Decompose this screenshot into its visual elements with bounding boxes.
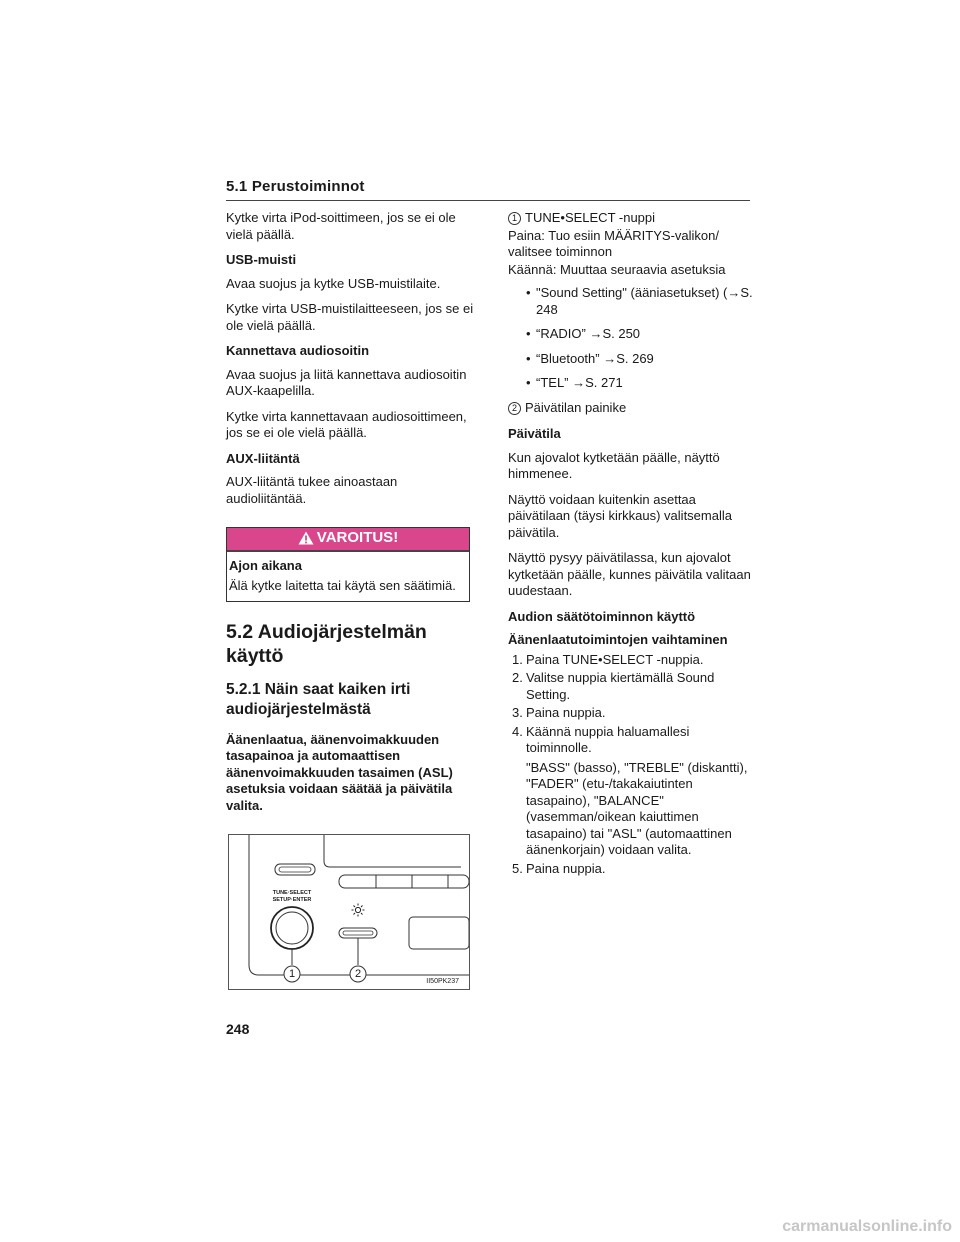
list-item: • "Sound Setting" (ääniasetukset) (→S. 248 — [508, 285, 753, 318]
list-item: • “RADIO” →S. 250 — [508, 326, 753, 343]
day-mode-paragraph-3: Näyttö pysyy päivätilassa, kun ajovalot kytketään päälle, kunnes päivätila valitaan uudestaan. — [508, 550, 751, 598]
page-number: 248 — [226, 1021, 250, 1037]
warning-text: Älä kytke laitetta tai käytä sen säätimiä. — [229, 578, 456, 593]
item-1 — [508, 210, 753, 227]
aux-paragraph: AUX-liitäntä tukee ainoastaan audioliitäntää. — [226, 474, 398, 506]
warning-body — [227, 552, 469, 601]
step-note: "BASS" (basso), "TREBLE" (diskantti), "FADER" (etu-/takakaiutinten tasapaino), "BALANCE" (vasemman/oikean kaiuttimen tasapaino) tai "ASL" (automaattinen äänenkorjain) voidaan valita. — [526, 759, 748, 857]
audio-panel-figure — [228, 834, 470, 990]
warning-header — [227, 528, 469, 552]
quality-heading: Äänenlaatutoimintojen vaihtaminen — [508, 632, 728, 647]
item-1-turn: Käännä: Muuttaa seuraavia asetuksia — [508, 261, 726, 277]
step-text: Käännä nuppia haluamallesi toiminnolle. — [526, 723, 690, 755]
usb-heading: USB-muisti — [226, 252, 297, 267]
aux-heading: AUX-liitäntä — [226, 450, 300, 466]
list-item — [508, 705, 753, 722]
section-heading: 5.2.1 Näin saat kaiken irti audiojärjestelmästä — [226, 680, 411, 718]
step-number: 5. — [512, 860, 523, 876]
day-mode-heading: Päivätila — [508, 426, 561, 441]
audio-panel-illustration — [229, 835, 469, 989]
intro-heading: Äänenlaatua, äänenvoimakkuuden tasapainoa ja automaattisen äänenvoimakkuuden tasaimen (ASL) asetuksia voidaan säätää ja päivätila valita. — [226, 731, 453, 813]
step-text: Valitse nuppia kiertämällä Sound Setting. — [526, 670, 715, 702]
list-item — [508, 670, 753, 703]
step-number: 2. — [512, 670, 523, 685]
left-column — [226, 210, 474, 990]
audio-adjust-heading: Audion säätötoiminnon käyttö — [508, 608, 696, 624]
knob-label-line-2: SETUP·ENTER — [272, 896, 312, 903]
section-title: 5.1 Perustoiminnot — [226, 178, 365, 195]
list-item — [508, 861, 753, 878]
step-number: 1. — [512, 651, 523, 667]
portable-heading: Kannettava audiosoitin — [226, 343, 370, 358]
right-column — [508, 210, 753, 879]
watermark: carmanualsonline.info — [782, 1218, 952, 1235]
callout-1: 1 — [288, 968, 296, 980]
item-1-press: Paina: Tuo esiin MÄÄRITYS-valikon/ valitsee toiminnon — [508, 227, 719, 259]
knob-label-line-1: TUNE·SELECT — [272, 890, 312, 896]
usb-paragraph-2: Kytke virta USB-muistilaitteeseen, jos se ei ole vielä päällä. — [226, 301, 474, 333]
item-2 — [508, 400, 753, 417]
item-2-number: 2 — [508, 402, 521, 415]
usb-paragraph-1: Avaa suojus ja kytke USB-muistilaite. — [226, 275, 441, 291]
figure-code: II50PK237 — [426, 978, 459, 985]
ipod-paragraph: Kytke virta iPod-soittimeen, jos se ei ole vielä päällä. — [226, 210, 456, 242]
portable-paragraph-2: Kytke virta kannettavaan audiosoittimeen, jos se ei ole vielä päällä. — [226, 408, 467, 440]
step-text: Paina nuppia. — [526, 860, 606, 876]
step-number: 3. — [512, 705, 523, 720]
list-item — [508, 652, 753, 669]
steps-list — [508, 652, 753, 878]
chapter-heading: 5.2 Audiojärjestelmän käyttö — [226, 620, 427, 667]
warning-box — [226, 527, 470, 602]
day-mode-paragraph-2: Näyttö voidaan kuitenkin asettaa päivätilaan (täysi kirkkaus) valitsemalla päivätila. — [508, 491, 732, 540]
warning-triangle-icon — [298, 531, 314, 545]
step-text: Paina nuppia. — [526, 705, 606, 720]
portable-paragraph-1: Avaa suojus ja liitä kannettava audiosoitin AUX-kaapelilla. — [226, 366, 467, 398]
item-1-number: 1 — [508, 212, 521, 225]
item-2-title: Päivätilan painike — [525, 399, 627, 415]
settings-list — [508, 285, 753, 392]
day-mode-paragraph-1: Kun ajovalot kytketään päälle, näyttö himmenee. — [508, 449, 720, 481]
item-1-title: TUNE•SELECT -nuppi — [525, 210, 656, 225]
list-item: • “Bluetooth” →S. 269 — [508, 351, 753, 368]
warning-subheading: Ajon aikana — [229, 557, 302, 573]
knob-label — [269, 890, 315, 903]
warning-title: VAROITUS! — [316, 529, 399, 546]
page-header — [226, 178, 750, 195]
list-item: • “TEL” →S. 271 — [508, 375, 753, 392]
callout-2: 2 — [354, 968, 362, 980]
step-number: 4. — [512, 723, 523, 739]
list-item — [508, 724, 753, 859]
header-rule — [226, 200, 750, 201]
step-text: Paina TUNE•SELECT -nuppia. — [526, 651, 704, 667]
